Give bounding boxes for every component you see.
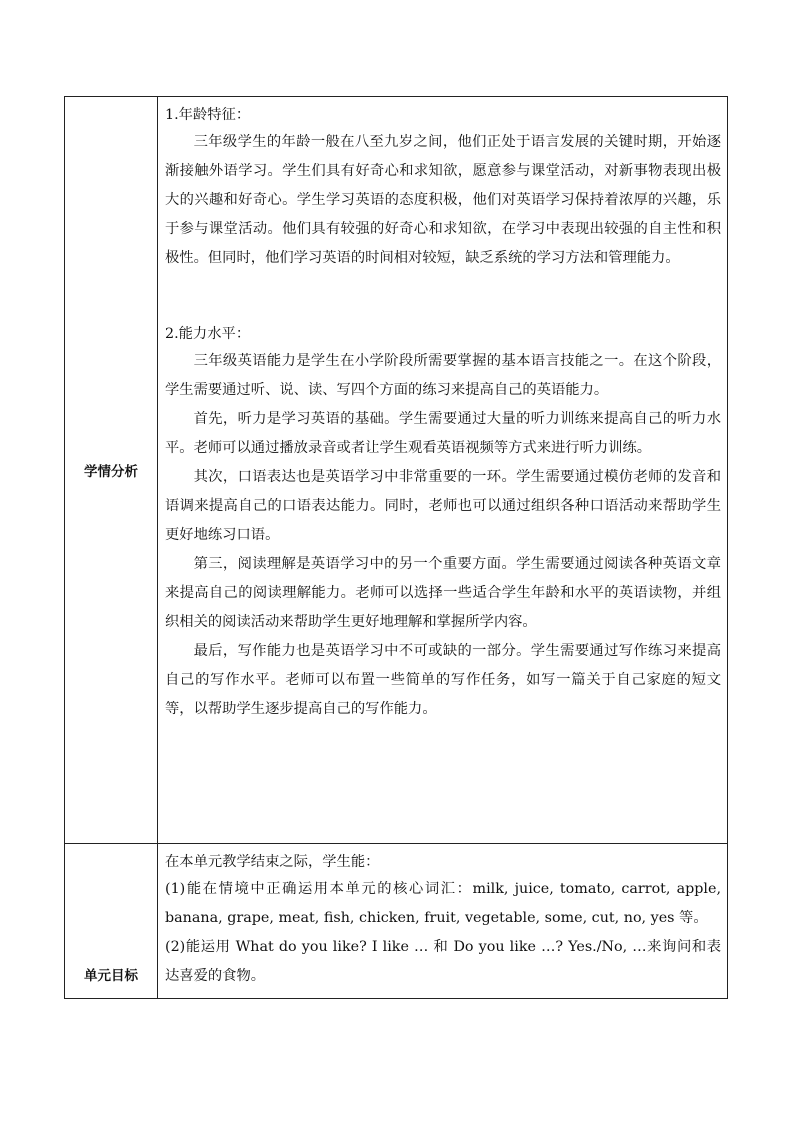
age-section-title: 1.年龄特征： <box>165 107 251 123</box>
analysis-content <box>158 97 728 844</box>
goals-content <box>158 844 728 999</box>
goals-intro: 在本单元教学结束之际，学生能： <box>165 854 380 870</box>
goals-label: 单元目标 <box>65 844 158 999</box>
reading-paragraph: 第三，阅读理解是英语学习中的另一个重要方面。学生需要通过阅读各种英语文章来提高自己的阅读理解能力。老师可以选择一些适合学生年龄和水平的英语读物，并组织相关的阅读活动来帮助学生更好地理解和掌握所学内容。 <box>165 556 721 630</box>
age-paragraph: 三年级学生的年龄一般在八至九岁之间，他们正处于语言发展的关键时期，开始逐渐接触外语学习。学生们具有好奇心和求知欲，愿意参与课堂活动，对新事物表现出极大的兴趣和好奇心。学生学习英语的态度积极，他们对英语学习保持着浓厚的兴趣，乐于参与课堂活动。他们具有较强的好奇心和求知欲，在学习中表现出较强的自主性和积极性。但同时，他们学习英语的时间相对较短，缺乏系统的学习方法和管理能力。 <box>165 134 721 266</box>
goal-item-sentences: (2)能运用 What do you like? I like … 和 Do you like …? Yes./No, …来询问和表达喜爱的食物。 <box>165 939 721 984</box>
goal-item-vocabulary: (1)能在情境中正确运用本单元的核心词汇：milk, juice, tomato, carrot, apple, banana, grape, meat, fish, chicken, fruit, vegetable, some, cut, no, yes 等。 <box>165 881 721 926</box>
section-spacer <box>165 273 721 322</box>
analysis-row <box>65 97 728 844</box>
lesson-plan-table <box>64 96 728 999</box>
analysis-label: 学情分析 <box>65 97 158 844</box>
ability-paragraph: 三年级英语能力是学生在小学阶段所需要掌握的基本语言技能之一。在这个阶段，学生需要通过听、说、读、写四个方面的练习来提高自己的英语能力。 <box>165 353 721 398</box>
listening-paragraph: 首先，听力是学习英语的基础。学生需要通过大量的听力训练来提高自己的听力水平。老师可以通过播放录音或者让学生观看英语视频等方式来进行听力训练。 <box>165 411 721 456</box>
ability-section-title: 2.能力水平： <box>165 326 251 342</box>
goals-row <box>65 844 728 999</box>
writing-paragraph: 最后，写作能力也是英语学习中不可或缺的一部分。学生需要通过写作练习来提高自己的写作水平。老师可以布置一些简单的写作任务，如写一篇关于自己家庭的短文等，以帮助学生逐步提高自己的写作能力。 <box>165 643 721 717</box>
speaking-paragraph: 其次，口语表达也是英语学习中非常重要的一环。学生需要通过模仿老师的发音和语调来提高自己的口语表达能力。同时，老师也可以通过组织各种口语活动来帮助学生更好地练习口语。 <box>165 469 721 543</box>
